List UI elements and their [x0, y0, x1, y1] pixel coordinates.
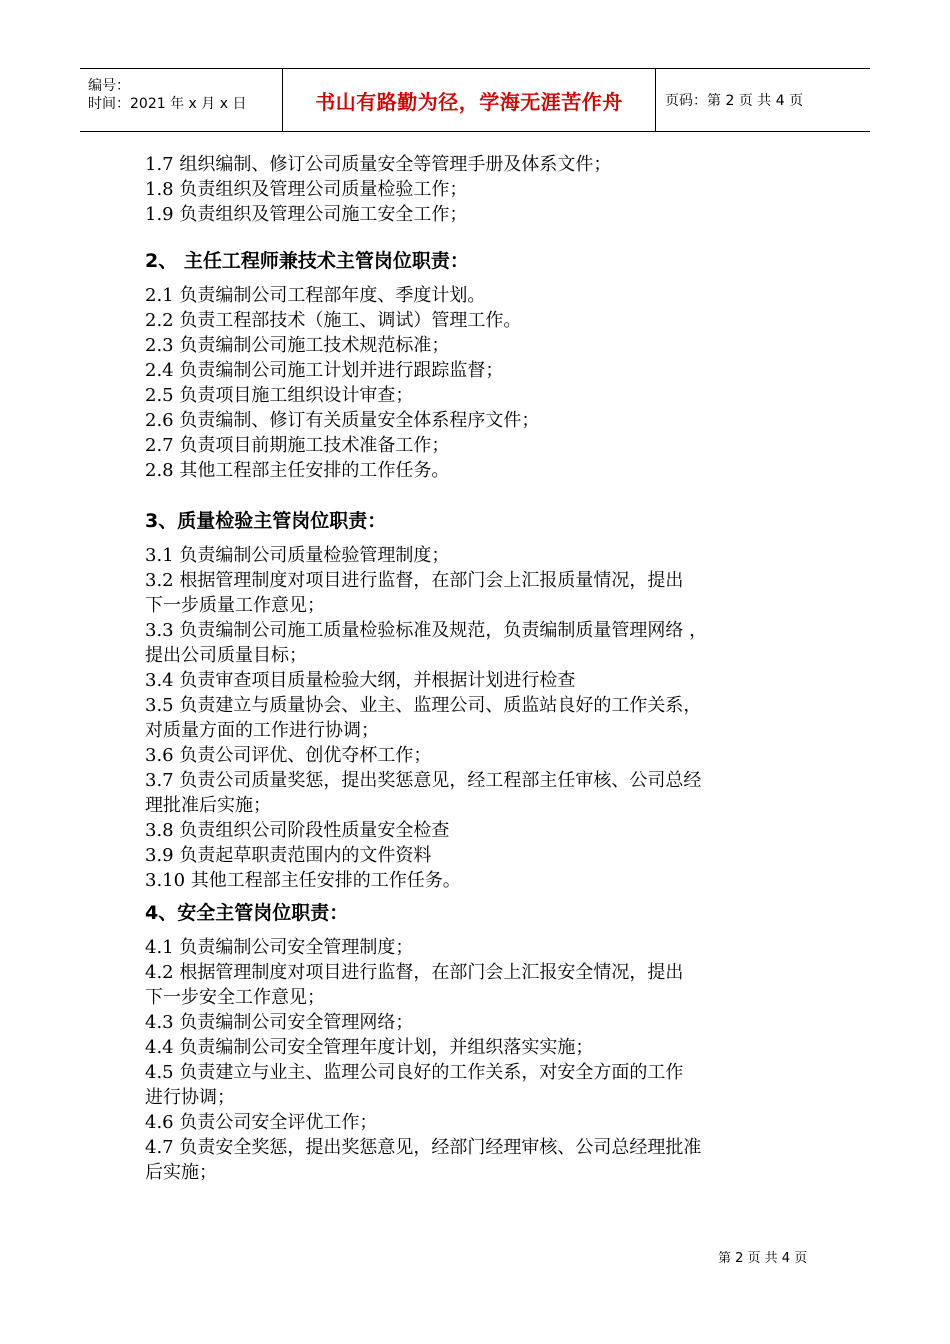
list-item: 4.3 负责编制公司安全管理网络； [145, 1012, 414, 1033]
list-item: 4.6 负责公司安全评优工作； [145, 1112, 378, 1133]
list-item: 2.8 其他工程部主任安排的工作任务。 [145, 460, 450, 481]
list-item: 2.2 负责工程部技术（施工、调试）管理工作。 [145, 310, 522, 331]
list-item: 3.9 负责起草职责范围内的文件资料 [145, 845, 432, 866]
list-item: 3.2 根据管理制度对项目进行监督，在部门会上汇报质量情况，提出 [145, 570, 684, 591]
list-item: 进行协调； [145, 1087, 235, 1108]
section-4-list [145, 935, 825, 1185]
page-header [80, 68, 870, 132]
list-item: 1.9 负责组织及管理公司施工安全工作； [145, 204, 468, 225]
list-item: 1.8 负责组织及管理公司质量检验工作； [145, 179, 468, 200]
section-2-list [145, 283, 825, 483]
list-item: 4.7 负责安全奖惩，提出奖惩意见，经部门经理审核、公司总经理批准 [145, 1137, 702, 1158]
list-item: 4.5 负责建立与业主、监理公司良好的工作关系，对安全方面的工作 [145, 1062, 684, 1083]
section-3-heading: 3、质量检验主管岗位职责： [145, 510, 387, 532]
list-item: 4.2 根据管理制度对项目进行监督，在部门会上汇报安全情况，提出 [145, 962, 684, 983]
document-body [145, 152, 825, 1185]
list-item: 2.4 负责编制公司施工计划并进行跟踪监督； [145, 360, 504, 381]
list-item: 3.8 负责组织公司阶段性质量安全检查 [145, 820, 450, 841]
section-1-list [145, 152, 825, 227]
header-motto-cell [282, 69, 656, 131]
list-item: 3.1 负责编制公司质量检验管理制度； [145, 545, 450, 566]
list-item: 3.5 负责建立与质量协会、业主、监理公司、质监站良好的工作关系， [145, 695, 702, 716]
list-item: 2.1 负责编制公司工程部年度、季度计划。 [145, 285, 486, 306]
list-item: 提出公司质量目标； [145, 645, 307, 666]
list-item: 4.1 负责编制公司安全管理制度； [145, 937, 414, 958]
list-item: 下一步质量工作意见； [145, 595, 325, 616]
list-item: 4.4 负责编制公司安全管理年度计划，并组织落实实施； [145, 1037, 594, 1058]
section-3-list [145, 543, 825, 893]
list-item: 2.3 负责编制公司施工技术规范标准； [145, 335, 450, 356]
list-item: 理批准后实施； [145, 795, 271, 816]
section-2-heading: 2、 主任工程师兼技术主管岗位职责： [145, 250, 469, 272]
list-item: 3.7 负责公司质量奖惩，提出奖惩意见，经工程部主任审核、公司总经 [145, 770, 702, 791]
list-item: 下一步安全工作意见； [145, 987, 325, 1008]
list-item: 3.4 负责审查项目质量检验大纲，并根据计划进行检查 [145, 670, 576, 691]
document-number-label: 编号： [88, 78, 130, 94]
header-right-cell [655, 69, 870, 131]
list-item: 后实施； [145, 1162, 217, 1183]
list-item: 2.7 负责项目前期施工技术准备工作； [145, 435, 450, 456]
header-left-cell [80, 69, 282, 131]
list-item: 对质量方面的工作进行协调； [145, 720, 379, 741]
list-item: 3.6 负责公司评优、创优夺杯工作； [145, 745, 432, 766]
list-item: 2.5 负责项目施工组织设计审查； [145, 385, 414, 406]
list-item: 1.7 组织编制、修订公司质量安全等管理手册及体系文件； [145, 154, 612, 175]
header-page-label: 页码：第 2 页 共 4 页 [665, 93, 804, 109]
section-4-heading: 4、安全主管岗位职责： [145, 902, 349, 924]
list-item: 3.3 负责编制公司施工质量检验标准及规范，负责编制质量管理网络 ， [145, 620, 708, 641]
page-footer: 第 2 页 共 4 页 [718, 1251, 808, 1266]
list-item: 2.6 负责编制、修订有关质量安全体系程序文件； [145, 410, 540, 431]
document-time-label: 时间：2021 年 x 月 x 日 [88, 96, 247, 112]
list-item: 3.10 其他工程部主任安排的工作任务。 [145, 870, 461, 891]
header-motto: 书山有路勤为径，学海无涯苦作舟 [315, 89, 623, 114]
